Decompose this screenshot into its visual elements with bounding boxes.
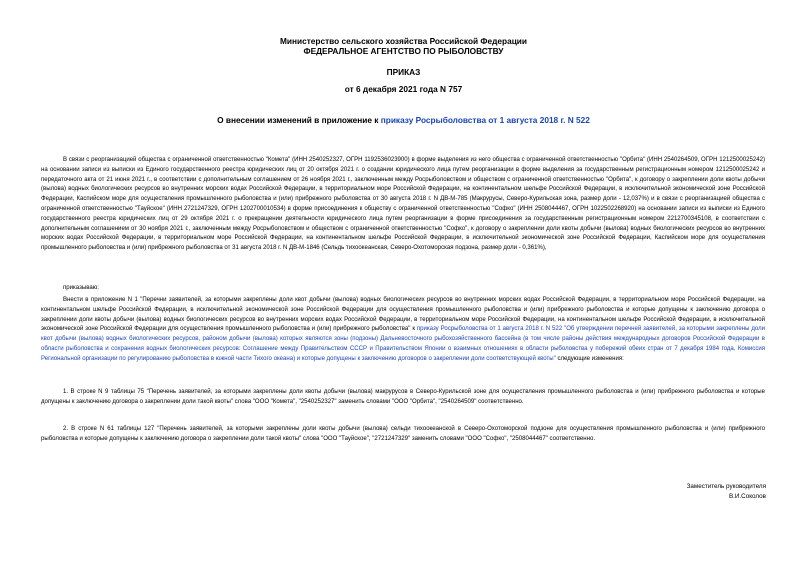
amendment-item-1: 1. В строке N 9 таблицы 75 "Перечень заявителей, за которыми закреплены доли квоты добычи (вылова) макрурусов в Северо-Курильской зоне для осуществления промышленного рыболовства и (или) прибрежного рыболовства и которые допущены к заключению договора о закреплении доли такой квоты" слова "ООО "Комета", "2540252327" заменить словами "ООО "Орбита", "2540264509" соответственно. bbox=[41, 389, 765, 405]
preamble-paragraph: В связи с реорганизацией общества с ограниченной ответственностью "Комета" (ИНН 2540252327, ОГРН 1192536023900) в форме выделения из него общества с ограниченной ответственностью "Орбита" (ИНН 2540264509, ОГРН 1212500025242) на основании записи из выписки из Единого государственного реестра юридических лиц от 20 октября 2021 г. о создании юридического лица путем реорганизации в форме выделения за государственным регистрационным номером 1212500025242 и передаточного акта от 21 июня 2021 г., в соответствии с дополнительным соглашением от 26 ноября 2021 г., заключенным между Росрыболовством и обществом с ограниченной ответственностью "Орбита", к договору о закреплении доли квоты добычи (вылова) водных биологических ресурсов во внутренних морских водах Российской Федерации, в территориальном море Российской Федерации, на континентальном шельфе Российской Федерации, в исключительной экономической зоне Российской Федерации, Каспийском море для осуществления промышленного рыболовства и (или) прибрежного рыболовства от 30 августа 2018 г. N ДВ-М-785 (Макрурусы, Северо-Курильская зона, размер доли - 12,037%) и в связи с реорганизацией общества с ограниченной ответственностью "Тауйское" (ИНН 2721247329, ОГРН 1202700010534) в форме присоединения к обществу с ограниченной ответственностью "Софко" (ИНН 2508044467, ОГРН 1022502268920) на основании записи из выписки из Единого государственного реестра юридических лиц от 29 октября 2021 г. о прекращении деятельности юридического лица путем реорганизации в форме присоединения за государственным регистрационным номером 2212700345108, в соответствии с дополнительным соглашением от 30 ноября 2021 г., заключенным между Росрыболовством и обществом с ограниченной ответственностью "Софко", к договору о закреплении доли квоты добычи (вылова) водных биологических ресурсов во внутренних морских водах Российской Федерации, в территориальном море Российской Федерации, на континентальном шельфе Российской Федерации, в исключительной экономической зоне Российской Федерации, Каспийском море для осуществления промышленного рыболовства и (или) прибрежного рыболовства от 31 августа 2018 г. N ДВ-М-1846 (Сельдь тихоокеанская, Северо-Охотоморская подзона, размер доли - 0,361%), bbox=[41, 157, 765, 252]
directive-paragraph bbox=[41, 296, 765, 365]
title-text: О внесении изменений в приложение к bbox=[217, 115, 381, 125]
title-order-link[interactable]: приказу Росрыболовства от 1 августа 2018 г. N 522 bbox=[380, 115, 590, 125]
signatory-name: В.И.Соколов bbox=[728, 493, 766, 500]
ministry-name: Министерство сельского хозяйства Российской Федерации bbox=[280, 36, 527, 46]
document-type: ПРИКАЗ bbox=[386, 67, 421, 77]
order-word: приказываю: bbox=[63, 285, 99, 291]
directive-text: Внести в приложение N 1 "Перечни заявителей, за которыми закреплены доли квот добычи (вылова) водных биологических ресурсов во внутренних морских водах Российской Федерации, в территориальном море Российской Федерации, на континентальном шельфе Российской Федерации, в исключительной экономической зоне Российской Федерации для осуществления промышленного рыболовства и (или) прибрежного рыболовства и которые допущены к заключению договора о закреплении доли квоты добычи (вылова) водных биологических ресурсов во внутренних морских водах Российской Федерации, в территориальном море Российской Федерации, на континентальном шельфе Российской Федерации, в исключительной экономической зоне Российской Федерации для осуществления промышленного рыболовства и (или) прибрежного рыболовства" к bbox=[41, 297, 765, 333]
document-title bbox=[0, 115, 807, 125]
directive-tail: следующие изменения: bbox=[555, 355, 624, 362]
signatory-position: Заместитель руководителя bbox=[686, 483, 766, 490]
document-date-number: от 6 декабря 2021 года N 757 bbox=[344, 84, 463, 94]
amendment-item-2: 2. В строке N 61 таблицы 127 "Перечень заявителей, за которыми закреплены доли квоты добычи (вылова) сельди тихоокеанской в Северо-Охотоморской подзоне для осуществления промышленного рыболовства и (или) прибрежного рыболовства и которые допущены к заключению договора о закреплении доли такой квоты" слова "ООО "Тауйское", "2721247329" заменить словами "ООО "Софко", "2508044467" соответственно. bbox=[41, 426, 765, 442]
directive-order-link[interactable]: приказу Росрыболовства от 1 августа 2018 г. N 522 "Об утверждении перечней заявителей, за которыми закреплены доли квот добычи (вылова) водных биологических ресурсов, районом добычи (вылова) которых являются зоны (подзоны) Дальневосточного рыбохозяйственного бассейна (в том числе районы действия международных договоров Российской Федерации в области рыболовства и сохранения водных биологических ресурсов: Соглашение между Правительством СССР и Правительством Японии о взаимных отношениях в области рыболовства у побережий обеих стран от 7 декабря 1984 года, Комиссия Региональной организации по регулированию рыболовства в южной части Тихого океана) и которые допущены к заключению договоров о закреплении доли соответствующей квоты" bbox=[41, 326, 765, 362]
agency-name: ФЕДЕРАЛЬНОЕ АГЕНТСТВО ПО РЫБОЛОВСТВУ bbox=[303, 46, 504, 56]
